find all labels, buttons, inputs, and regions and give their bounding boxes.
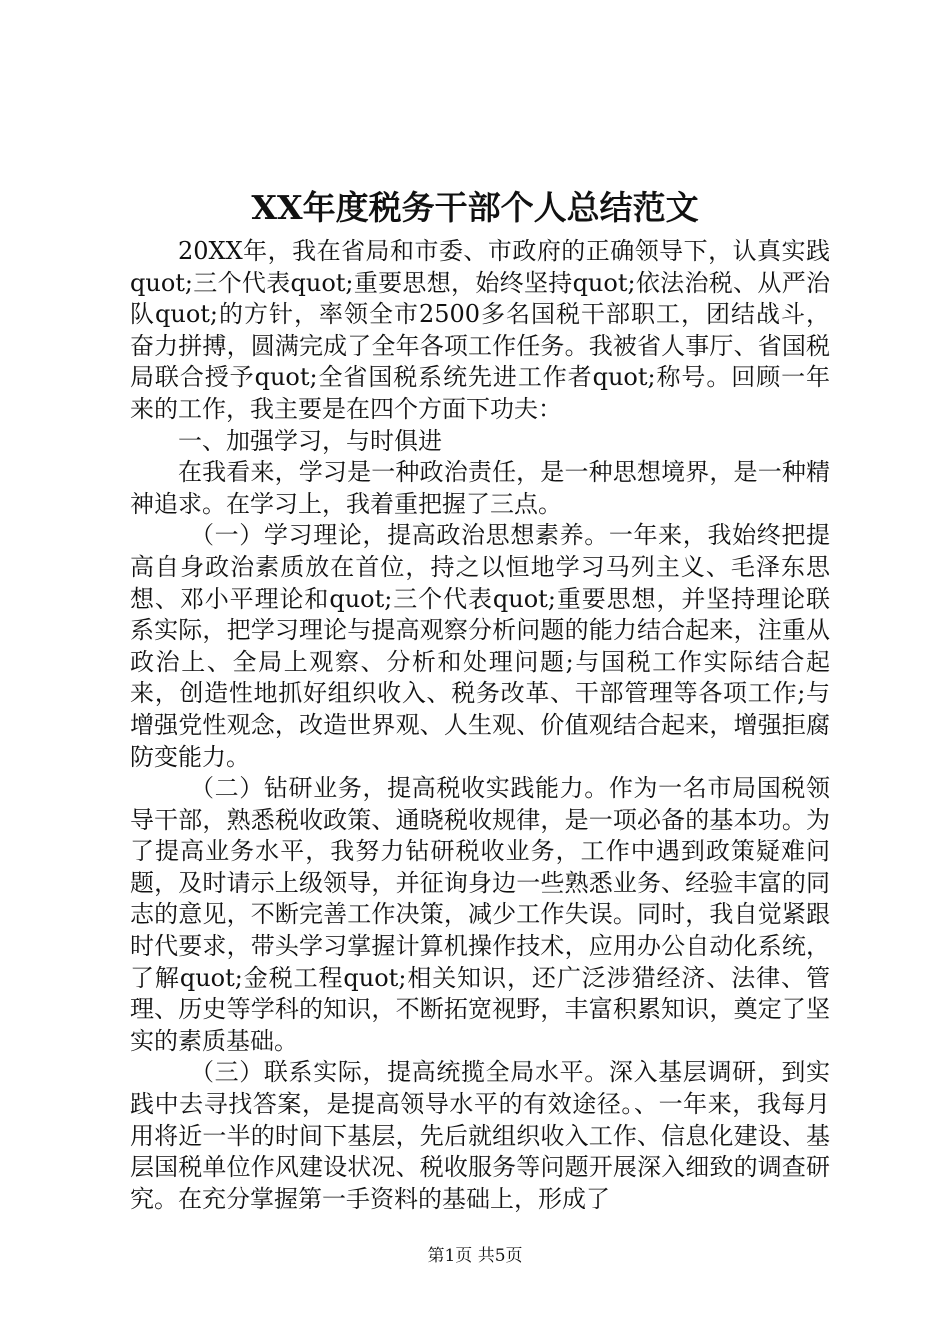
- document-body: [130, 236, 830, 1215]
- page-footer: 第1页 共5页: [427, 1246, 523, 1266]
- section-heading-1: 一、加强学习，与时俱进: [178, 426, 442, 455]
- paragraph-learning: 在我看来，学习是一种政治责任，是一种思想境界，是一种精神追求。在学习上，我着重把握了三点。: [130, 458, 830, 518]
- paragraph-subsection-1: （一）学习理论，提高政治思想素养。一年来，我始终把提高自身政治素质放在首位，持之以恒地学习马列主义、毛泽东思想、邓小平理论和quot;三个代表quot;重要思想，并坚持理论联系实际，把学习理论与提高观察分析问题的能力结合起来，注重从政治上、全局上观察、分析和处理问题;与国税工作实际结合起来，创造性地抓好组织收入、税务改革、干部管理等各项工作;与增强党性观念，改造世界观、人生观、价值观结合起来，增强拒腐防变能力。: [130, 521, 830, 771]
- paragraph-intro: 20XX年，我在省局和市委、市政府的正确领导下，认真实践quot;三个代表quot;重要思想，始终坚持quot;依法治税、从严治队quot;的方针，率领全市2500多名国税干部职工，团结战斗，奋力拼搏，圆满完成了全年各项工作任务。我被省人事厅、省国税局联合授予quot;全省国税系统先进工作者quot;称号。回顾一年来的工作，我主要是在四个方面下功夫：: [130, 237, 830, 423]
- paragraph-subsection-2: （二）钻研业务，提高税收实践能力。作为一名市局国税领导干部，熟悉税收政策、通晓税收规律，是一项必备的基本功。为了提高业务水平，我努力钻研税收业务，工作中遇到政策疑难问题，及时请示上级领导，并征询身边一些熟悉业务、经验丰富的同志的意见，不断完善工作决策，减少工作失误。同时，我自觉紧跟时代要求，带头学习掌握计算机操作技术，应用办公自动化系统，了解quot;金税工程quot;相关知识，还广泛涉猎经济、法律、管理、历史等学科的知识，不断拓宽视野，丰富积累知识，奠定了坚实的素质基础。: [130, 774, 830, 1055]
- document-title: XX年度税务干部个人总结范文: [251, 188, 699, 227]
- paragraph-subsection-3: （三）联系实际，提高统揽全局水平。深入基层调研，到实践中去寻找答案，是提高领导水平的有效途径。、一年来，我每月用将近一半的时间下基层，先后就组织收入工作、信息化建设、基层国税单位作风建设状况、税收服务等问题开展深入细致的调查研究。在充分掌握第一手资料的基础上，形成了: [130, 1058, 830, 1213]
